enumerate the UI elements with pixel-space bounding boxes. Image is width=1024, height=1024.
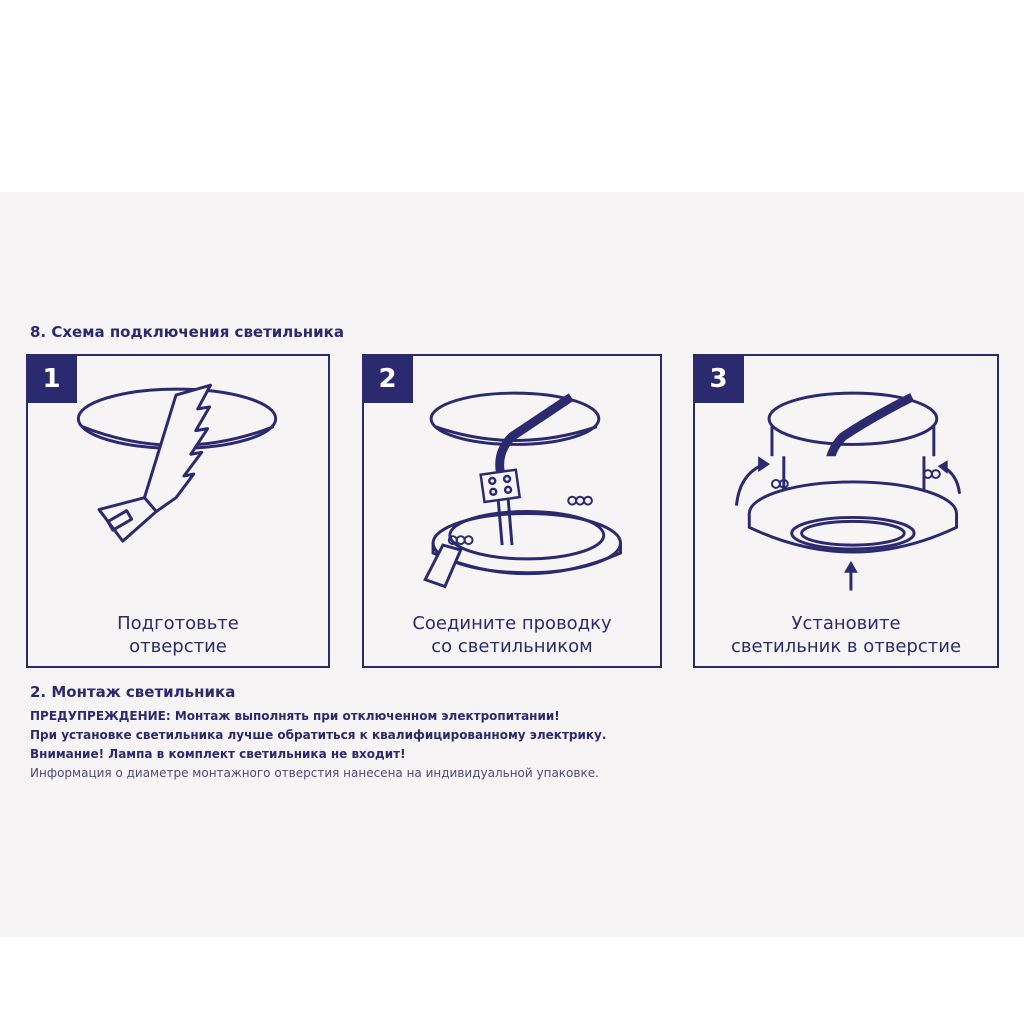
- info-note: Информация о диаметре монтажного отверстия нанесена на индивидуальной упаковке.: [30, 766, 599, 780]
- electrician-note: При установке светильника лучше обратиться к квалифицированному электрику.: [30, 728, 607, 742]
- lamp-note: Внимание! Лампа в комплект светильника не входит!: [30, 747, 406, 761]
- step-caption: Установите светильник в отверстие: [730, 613, 962, 657]
- warning-text: ПРЕДУПРЕЖДЕНИЕ: Монтаж выполнять при отключенном электропитании!: [30, 709, 560, 723]
- terminal-block-icon: [481, 470, 520, 502]
- step-number-badge: 3: [693, 354, 744, 403]
- scheme-title: 8. Схема подключения светильника: [30, 323, 344, 341]
- step-panel-1: [26, 354, 330, 668]
- step-panel-3: [693, 354, 999, 668]
- mount-title: 2. Монтаж светильника: [30, 683, 236, 701]
- step-number-badge: 1: [26, 354, 77, 403]
- step-caption: Соедините проводку со светильником: [412, 613, 612, 657]
- step-caption: Подготовьте отверстие: [117, 613, 239, 657]
- notes-block: [30, 707, 990, 783]
- step-panel-2: [362, 354, 662, 668]
- step-number-badge: 2: [362, 354, 413, 403]
- luminaire-ring-icon: [433, 512, 620, 574]
